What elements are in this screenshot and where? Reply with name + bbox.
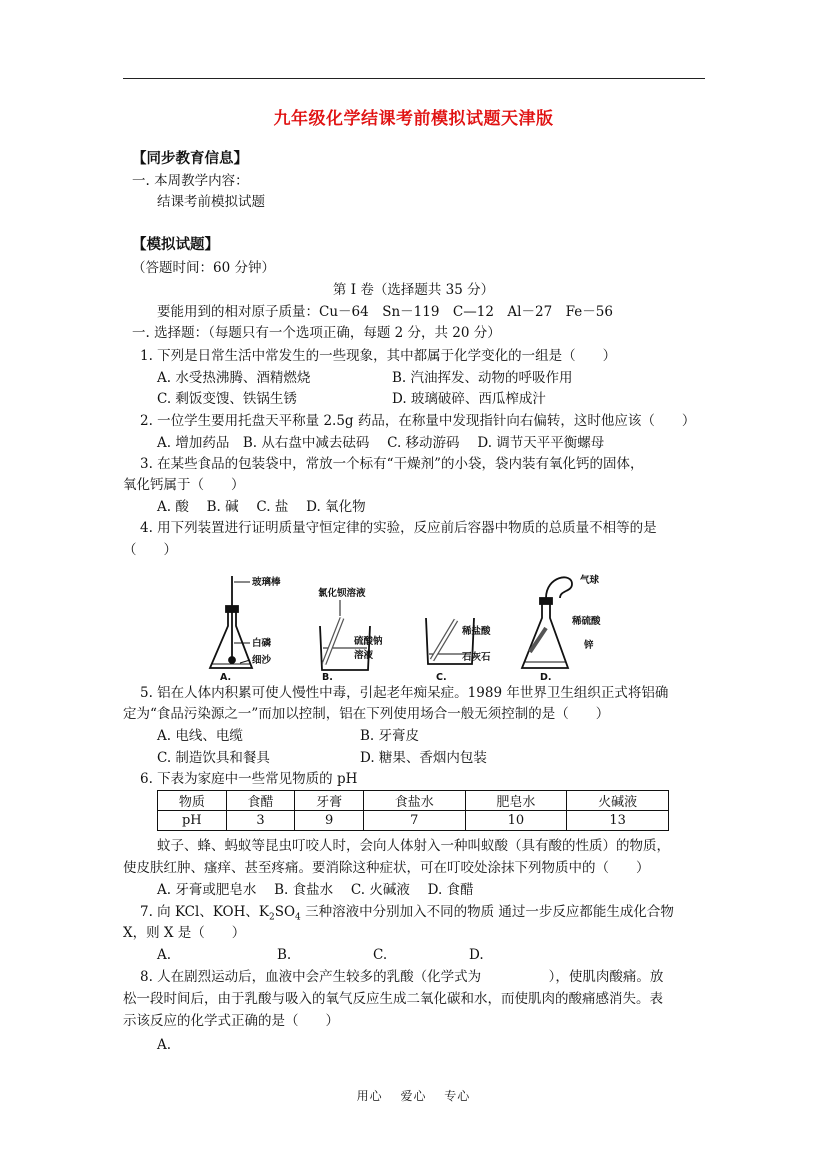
q6-after-1: 蚊子、蜂、蚂蚁等昆虫叮咬人时，会向人体射入一种叫蚁酸（具有酸的性质）的物质， [157, 838, 670, 854]
info-heading: 【同步教育信息】 [132, 150, 248, 167]
q2-options: A. 增加药品 B. 从右盘中减去砝码 C. 移动游码 D. 调节天平平衡螺母 [157, 435, 605, 451]
answer-time: （答题时间：60 分钟） [132, 260, 275, 276]
q7-stem-1: 7. 向 KCl、KOH、$K_2SO_4$ 三种溶液中分别加入不同的物质 通过一步反应都能生成化合物 [140, 904, 674, 923]
label-a3: 细沙 [252, 655, 272, 666]
page-footer: 用心 爱心 专心 [356, 1089, 471, 1103]
apparatus-figure [200, 568, 620, 683]
choice-heading: 一. 选择题：（每题只有一个选项正确，每题 2 分，共 20 分） [132, 325, 501, 341]
table-cell: 7 [363, 811, 465, 831]
label-d2: 稀硫酸 [572, 616, 601, 627]
apparatus-d [522, 577, 572, 668]
label-d3: 锌 [584, 640, 594, 651]
q1-option-a: A. 水受热沸腾、酒精燃烧 [157, 370, 311, 386]
q7-option-d: D. [469, 947, 484, 963]
table-row [158, 811, 669, 831]
q3-stem-2: 氧化钙属于（ ） [123, 477, 245, 493]
label-b: B. [322, 672, 333, 683]
label-d: D. [540, 672, 552, 683]
label-a: A. [220, 672, 232, 683]
q8-option-a: A. [157, 1037, 172, 1053]
header-rule [123, 78, 705, 79]
label-c: C. [436, 672, 447, 683]
table-cell: 3 [226, 811, 295, 831]
label-d1: 气球 [580, 575, 600, 586]
q7-option-b: B. [277, 947, 292, 963]
label-b2: 硫酸钠 [354, 636, 383, 647]
test-heading: 【模拟试题】 [132, 236, 219, 253]
table-cell: 9 [295, 811, 364, 831]
content-line: 一. 本周教学内容： [132, 173, 249, 189]
q7-option-a: A. [157, 947, 172, 963]
q3-stem-1: 3. 在某些食品的包装袋中，常放一个标有“干燥剂”的小袋，袋内装有氧化钙的固体， [140, 456, 644, 472]
q2-stem: 2. 一位学生要用托盘天平称量 2.5g 药品，在称量中发现指针向右偏转，这时他应该（ ） [140, 413, 696, 429]
q5-option-c: C. 制造饮具和餐具 [157, 750, 270, 766]
q1-stem: 1. 下列是日常生活中常发生的一些现象，其中都属于化学变化的一组是（ ） [140, 348, 617, 364]
page-title: 九年级化学结课考前模拟试题天津版 [273, 109, 554, 129]
q5-option-d: D. 糖果、香烟内包装 [360, 750, 487, 766]
q8-stem-2: 松一段时间后，由于乳酸与吸入的氧气反应生成二氧化碳和水，而使肌肉的酸痛感消失。表 [123, 991, 663, 1007]
q5-option-a: A. 电线、电缆 [157, 728, 243, 744]
q1-option-d: D. 玻璃破碎、西瓜榨成汁 [392, 391, 546, 407]
part-heading: 第 I 卷（选择题共 35 分） [332, 282, 495, 298]
label-a2: 白磷 [252, 638, 272, 649]
q5-stem-1: 5. 铝在人体内积累可使人慢性中毒，引起老年痴呆症。1989 年世界卫生组织正式将铝确 [140, 685, 669, 701]
q4-stem-1: 4. 用下列装置进行证明质量守恒定律的实验，反应前后容器中物质的总质量不相等的是 [140, 520, 657, 536]
table-header-cell: 火碱液 [567, 791, 669, 811]
table-header-cell: 食盐水 [363, 791, 465, 811]
q8-stem-1: 8. 人在剧烈运动后，血液中会产生较多的乳酸（化学式为 ），使肌肉酸痛。放 [140, 969, 664, 985]
table-header-cell: 物质 [158, 791, 227, 811]
apparatus-a [210, 576, 252, 668]
label-b1: 氯化钡溶液 [318, 588, 366, 599]
label-c2: 石灰石 [462, 652, 491, 663]
label-c1: 稀盐酸 [462, 626, 491, 637]
table-cell: pH [158, 811, 227, 831]
table-header-cell: 牙膏 [295, 791, 364, 811]
table-header-cell: 食醋 [226, 791, 295, 811]
table-cell: 10 [465, 811, 567, 831]
q6-options: A. 牙膏或肥皂水 B. 食盐水 C. 火碱液 D. 食醋 [157, 882, 474, 898]
q6-after-2: 使皮肤红肿、瘙痒、甚至疼痛。要消除这种症状，可在叮咬处涂抹下列物质中的（ ） [123, 860, 650, 876]
table-cell: 13 [567, 811, 669, 831]
label-a1: 玻璃棒 [252, 577, 281, 588]
q8-stem-3: 示该反应的化学式正确的是（ ） [123, 1013, 339, 1029]
label-b3: 溶液 [354, 650, 374, 661]
q7-option-c: C. [373, 947, 388, 963]
ph-table [157, 790, 669, 831]
q4-stem-2: （ ） [123, 542, 177, 558]
q6-stem: 6. 下表为家庭中一些常见物质的 pH [140, 771, 358, 787]
content-item: 结课考前模拟试题 [157, 194, 265, 210]
q5-stem-2: 定为“食品污染源之一”而加以控制，铝在下列使用场合一般无须控制的是（ ） [123, 706, 610, 722]
table-row [158, 791, 669, 811]
q3-options: A. 酸 B. 碱 C. 盐 D. 氧化物 [157, 499, 366, 515]
q7-stem-2: X，则 X 是（ ） [123, 925, 246, 941]
table-header-cell: 肥皂水 [465, 791, 567, 811]
q1-option-b: B. 汽油挥发、动物的呼吸作用 [392, 370, 573, 386]
atomic-mass: 要能用到的相对原子质量：Cu－64 Sn－119 C—12 Al－27 Fe－56 [157, 304, 613, 320]
q1-option-c: C. 剩饭变馊、铁锅生锈 [157, 391, 297, 407]
q5-option-b: B. 牙膏皮 [360, 728, 420, 744]
